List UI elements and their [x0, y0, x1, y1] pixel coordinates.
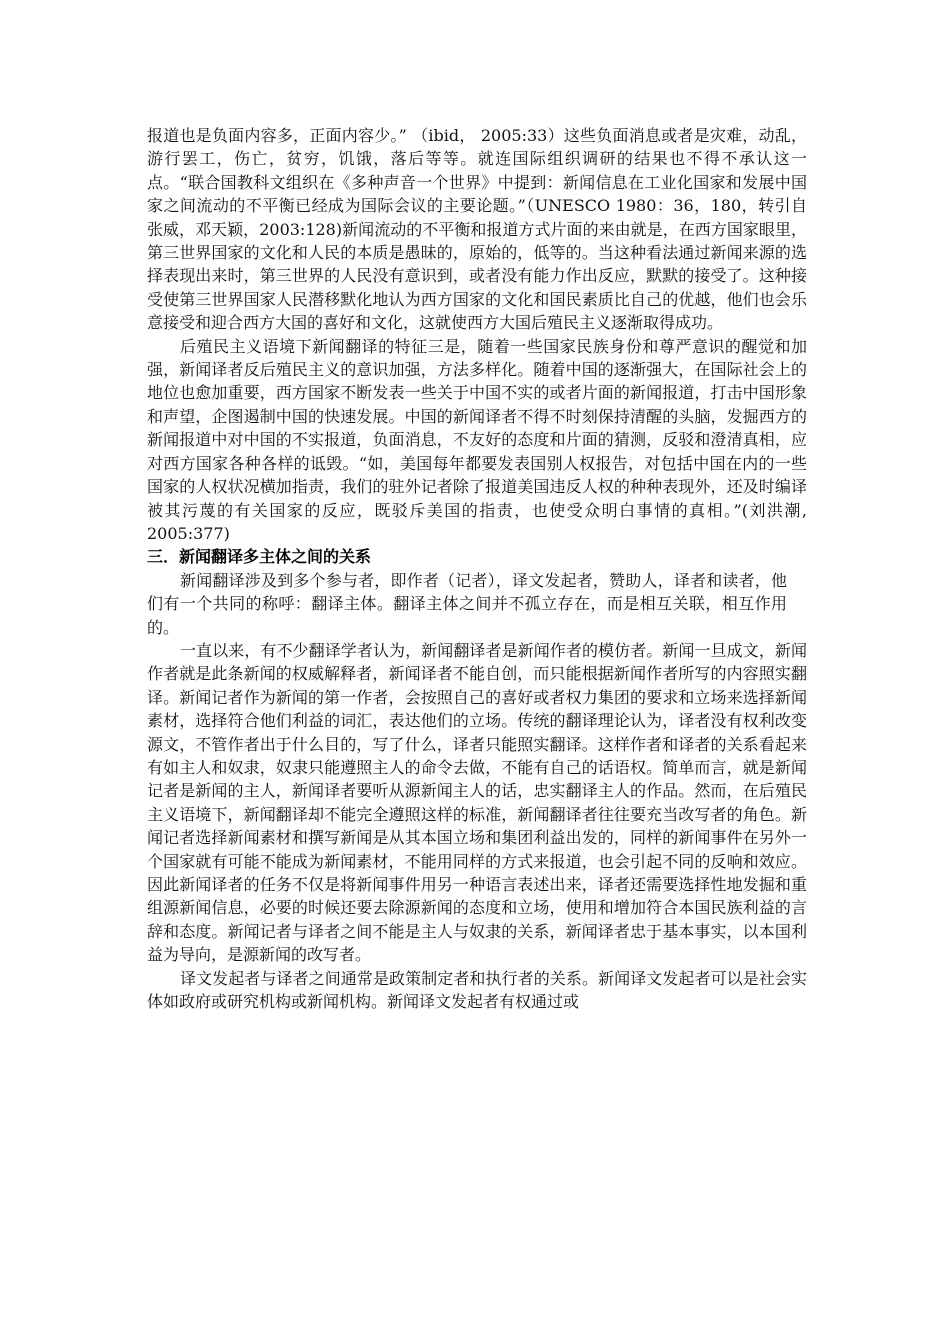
document-page [147, 124, 807, 1013]
section-paragraph-1: 新闻翻译涉及到多个参与者，即作者（记者），译文发起者，赞助人，译者和读者，他们有一个共同的称呼：翻译主体。翻译主体之间并不孤立存在，而是相互关联，相互作用的。 [147, 570, 787, 637]
section-paragraph-3: 译文发起者与译者之间通常是政策制定者和执行者的关系。新闻译文发起者可以是社会实体如政府或研究机构或新闻机构。新闻译文发起者有权通过或 [147, 968, 807, 1012]
section-heading: 三．新闻翻译多主体之间的关系 [147, 547, 372, 567]
body-paragraph-2: 后殖民主义语境下新闻翻译的特征三是，随着一些国家民族身份和尊严意识的醒觉和加强，新闻译者反后殖民主义的意识加强，方法多样化。随着中国的逐渐强大，在国际社会上的地位也愈加重要，西方国家不断发表一些关于中国不实的或者片面的新闻报道，打击中国形象和声望，企图遏制中国的快速发展。中国的新闻译者不得不时刻保持清醒的头脑，发掘西方的新闻报道中对中国的不实报道，负面消息，不友好的态度和片面的猜测，反驳和澄清真相，应对西方国家各种各样的诋毁。“如，美国每年都要发表国别人权报告，对包括中国在内的一些国家的人权状况横加指责，我们的驻外记者除了报道美国违反人权的种种表现外，还及时编译被其污蔑的有关国家的反应，既驳斥美国的指责，也使受众明白事情的真相。”(刘洪潮, 2005:377) [147, 336, 807, 543]
body-paragraph-1: 报道也是负面内容多，正面内容少。” （ibid， 2005:33）这些负面消息或者是灾难，动乱，游行罢工，伤亡，贫穷，饥饿，落后等等。就连国际组织调研的结果也不得不承认这一点。“联合国教科文组织在《多种声音一个世界》中提到：新闻信息在工业化国家和发展中国家之间流动的不平衡已经成为国际会议的主要论题。”（UNESCO 1980：36，180，转引自 张威，邓天颖，2003:128)新闻流动的不平衡和报道方式片面的来由就是，在西方国家眼里，第三世界国家的文化和人民的本质是愚昧的，原始的，低等的。当这种看法通过新闻来源的选择表现出来时，第三世界的人民没有意识到，或者没有能力作出反应，默默的接受了。这种接受使第三世界国家人民潜移默化地认为西方国家的文化和国民素质比自己的优越，他们也会乐意接受和迎合西方大国的喜好和文化，这就使西方大国后殖民主义逐渐取得成功。 [147, 126, 807, 333]
section-paragraph-2: 一直以来，有不少翻译学者认为，新闻翻译者是新闻作者的模仿者。新闻一旦成文，新闻作者就是此条新闻的权威解释者，新闻译者不能自创，而只能根据新闻作者所写的内容照实翻译。新闻记者作为新闻的第一作者，会按照自己的喜好或者权力集团的要求和立场来选择新闻素材，选择符合他们利益的词汇，表达他们的立场。传统的翻译理论认为，译者没有权利改变源文，不管作者出于什么目的，写了什么，译者只能照实翻译。这样作者和译者的关系看起来有如主人和奴隶，奴隶只能遵照主人的命令去做，不能有自己的话语权。简单而言，就是新闻记者是新闻的主人，新闻译者要听从源新闻主人的话，忠实翻译主人的作品。然而，在后殖民主义语境下，新闻翻译却不能完全遵照这样的标准，新闻翻译者往往要充当改写者的角色。新闻记者选择新闻素材和撰写新闻是从其本国立场和集团利益出发的，同样的新闻事件在另外一个国家就有可能不能成为新闻素材，不能用同样的方式来报道，也会引起不同的反响和效应。因此新闻译者的任务不仅是将新闻事件用另一种语言表述出来，译者还需要选择性地发掘和重组源新闻信息，必要的时候还要去除源新闻的态度和立场，使用和增加符合本国民族利益的言辞和态度。新闻记者与译者之间不能是主人与奴隶的关系，新闻译者忠于基本事实，以本国利益为导向，是源新闻的改写者。 [147, 640, 807, 965]
